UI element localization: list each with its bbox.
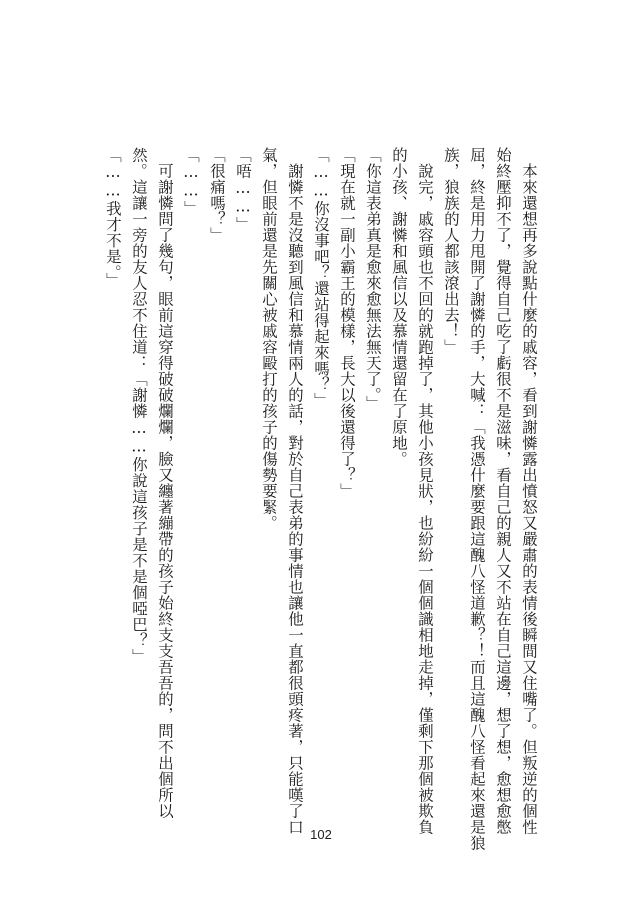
text-column: 然。這讓一旁的友人忍不住道：「謝憐……你說這孩子是不是個啞巴？」 [130, 147, 148, 665]
page-number: 102 [310, 827, 332, 842]
text-column: 「……你沒事吧？還站得起來嗎？」 [312, 147, 330, 409]
text-column: 可謝憐問了幾句，眼前這穿得破破爛爛，臉又纏著繃帶的孩子始終支支吾吾的，問不出個所以 [156, 147, 174, 819]
text-column: 「……我才不是。」 [104, 147, 122, 289]
text-column: 氣，但眼前還是先關心被戚容毆打的孩子的傷勢要緊。 [260, 147, 278, 531]
text-column: 說完，戚容頭也不回的就跑掉了，其他小孩見狀，也紛紛一個個識相地走掉，僅剩下那個被欺負 [416, 147, 434, 835]
text-column: 「現在就一副小霸王的模樣，長大以後還得了？」 [338, 147, 356, 499]
text-column: 的小孩、謝憐和風信以及慕情還留在了原地。 [390, 147, 408, 467]
text-column: 「你這表弟真是愈來愈無法無天了。」 [364, 147, 382, 412]
text-column: 本來還想再多說點什麼的戚容，看到謝憐露出憤怒又嚴肅的表情後瞬間又住嘴了。但叛逆的個性 [520, 147, 538, 835]
text-column: 「唔……」 [234, 147, 252, 233]
text-column: 始終壓抑不了，覺得自己吃了虧很不是滋味，看自己的親人又不站在自己這邊，想了想，愈想愈憋 [494, 147, 512, 835]
text-column: 屈，終是用力甩開了謝憐的手，大喊：「我憑什麼要跟這醜八怪道歉？！而且這醜八怪看起來還是狼 [468, 147, 486, 851]
text-column: 謝憐不是沒聽到風信和慕情兩人的話，對於自己表弟的事情也讓他一直都很頭疼著，只能嘆了口 [286, 147, 304, 835]
text-column: 「很痛嗎？」 [208, 147, 226, 243]
text-column: 族，狼族的人都該滾出去！」 [442, 147, 460, 355]
text-column: 「……」 [182, 147, 200, 217]
